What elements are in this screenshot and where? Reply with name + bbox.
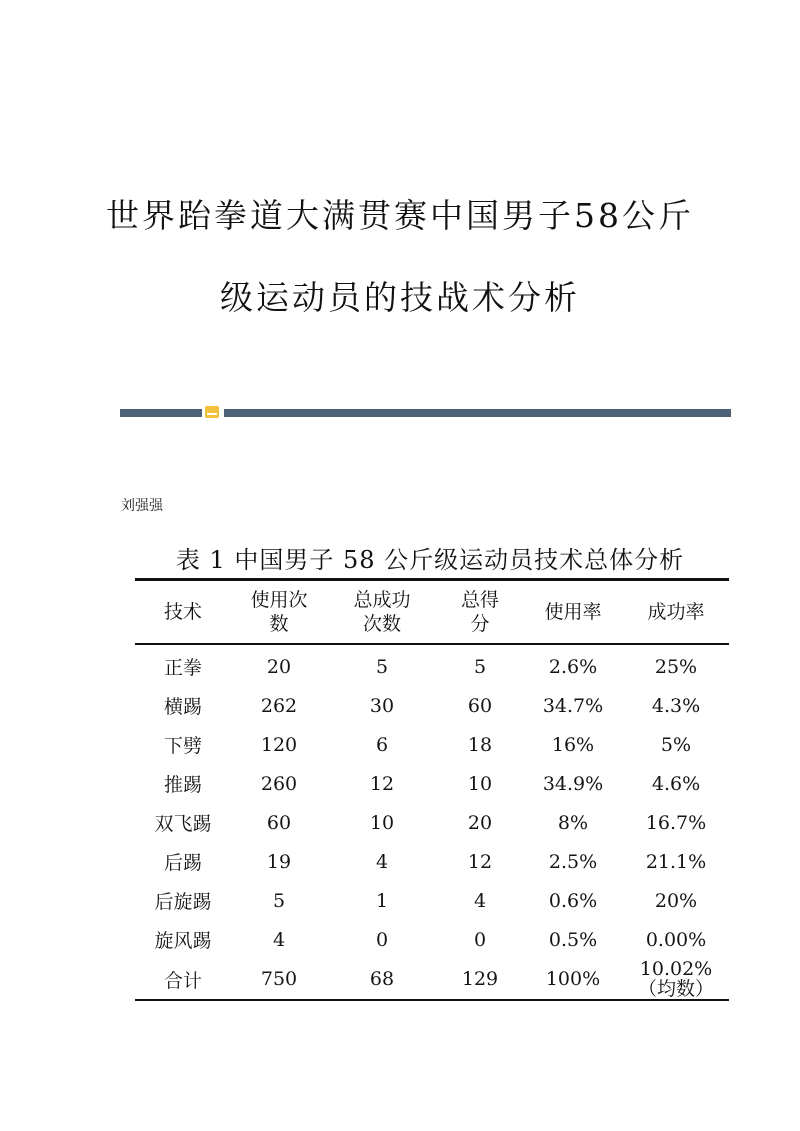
table-total-row xyxy=(135,959,729,1000)
cell-technique: 推踢 xyxy=(163,774,202,796)
divider-ornament-icon xyxy=(205,406,219,418)
cell-technique: 下劈 xyxy=(163,735,202,757)
cell-success-rate: 4.3% xyxy=(651,694,701,717)
cell-total-usage-rate: 100% xyxy=(545,968,601,990)
cell-points: 4 xyxy=(473,889,487,912)
cell-uses: 19 xyxy=(266,850,292,873)
cell-points: 18 xyxy=(467,733,493,756)
cell-success-rate: 20% xyxy=(654,889,698,912)
cell-usage-rate: 34.9% xyxy=(542,772,604,795)
cell-success-rate: 21.1% xyxy=(645,850,707,873)
cell-points: 20 xyxy=(467,811,493,834)
header-usage-rate: 使用率 xyxy=(544,601,602,623)
cell-usage-rate: 8% xyxy=(557,811,589,834)
cell-total-uses: 750 xyxy=(260,968,298,990)
divider-bar-right xyxy=(224,409,731,417)
cell-uses: 120 xyxy=(260,733,298,756)
cell-technique: 正拳 xyxy=(163,657,202,679)
total-success-rate-note: （均数） xyxy=(637,978,714,1000)
cell-technique: 横踢 xyxy=(163,696,202,718)
cell-points: 0 xyxy=(473,928,487,951)
header-success-rate: 成功率 xyxy=(647,601,705,623)
cell-usage-rate: 2.5% xyxy=(548,850,598,873)
table-row xyxy=(135,764,729,803)
cell-points: 12 xyxy=(467,850,493,873)
cell-uses: 260 xyxy=(260,772,298,795)
cell-uses: 4 xyxy=(272,928,286,951)
cell-technique: 后踢 xyxy=(163,852,202,874)
cell-success-rate: 16.7% xyxy=(645,811,707,834)
cell-usage-rate: 0.5% xyxy=(548,928,598,951)
table-row xyxy=(135,644,729,686)
cell-success-rate: 0.00% xyxy=(645,928,707,951)
cell-uses: 20 xyxy=(266,655,292,678)
cell-success-rate: 4.6% xyxy=(651,772,701,795)
cell-successes: 30 xyxy=(369,694,395,717)
cell-technique: 双飞踢 xyxy=(154,813,212,835)
header-points: 总得 分 xyxy=(460,589,499,635)
cell-points: 5 xyxy=(473,655,487,678)
cell-total-successes: 68 xyxy=(369,968,395,990)
cell-successes: 5 xyxy=(375,655,389,678)
cell-uses: 5 xyxy=(272,889,286,912)
cell-uses: 60 xyxy=(266,811,292,834)
divider-bar-left xyxy=(120,409,202,417)
cell-technique: 旋风踢 xyxy=(154,930,212,952)
cell-success-rate: 5% xyxy=(660,733,692,756)
cell-usage-rate: 2.6% xyxy=(548,655,598,678)
table-row xyxy=(135,725,729,764)
table-row xyxy=(135,686,729,725)
table-row xyxy=(135,803,729,842)
header-successes: 总成功 次数 xyxy=(353,589,411,635)
table-header-row xyxy=(135,580,729,645)
cell-total-success-rate xyxy=(623,959,729,1000)
cell-success-rate: 25% xyxy=(654,655,698,678)
total-success-rate-value: 10.02% xyxy=(639,958,713,980)
table-caption: 表 1 中国男子 58 公斤级运动员技术总体分析 xyxy=(175,546,685,574)
cell-technique: 后旋踢 xyxy=(154,891,212,913)
cell-successes: 1 xyxy=(375,889,389,912)
cell-uses: 262 xyxy=(260,694,298,717)
cell-successes: 10 xyxy=(369,811,395,834)
table-row xyxy=(135,920,729,959)
cell-points: 60 xyxy=(467,694,493,717)
cell-usage-rate: 16% xyxy=(551,733,595,756)
cell-successes: 12 xyxy=(369,772,395,795)
cell-total-label: 合计 xyxy=(163,969,202,992)
header-uses: 使用次 数 xyxy=(250,589,308,635)
cell-successes: 4 xyxy=(375,850,389,873)
cell-usage-rate: 34.7% xyxy=(542,694,604,717)
author-name: 刘强强 xyxy=(121,498,163,514)
technique-stats-table xyxy=(135,578,729,1001)
document-title-line-2: 级运动员的技战术分析 xyxy=(220,278,580,317)
header-technique: 技术 xyxy=(163,601,202,623)
cell-usage-rate: 0.6% xyxy=(548,889,598,912)
table-row xyxy=(135,881,729,920)
cell-successes: 6 xyxy=(375,733,389,756)
table-row xyxy=(135,842,729,881)
cell-points: 10 xyxy=(467,772,493,795)
cell-total-points: 129 xyxy=(461,968,499,990)
document-title-line-1: 世界跆拳道大满贯赛中国男子58公斤 xyxy=(106,196,694,235)
cell-successes: 0 xyxy=(375,928,389,951)
